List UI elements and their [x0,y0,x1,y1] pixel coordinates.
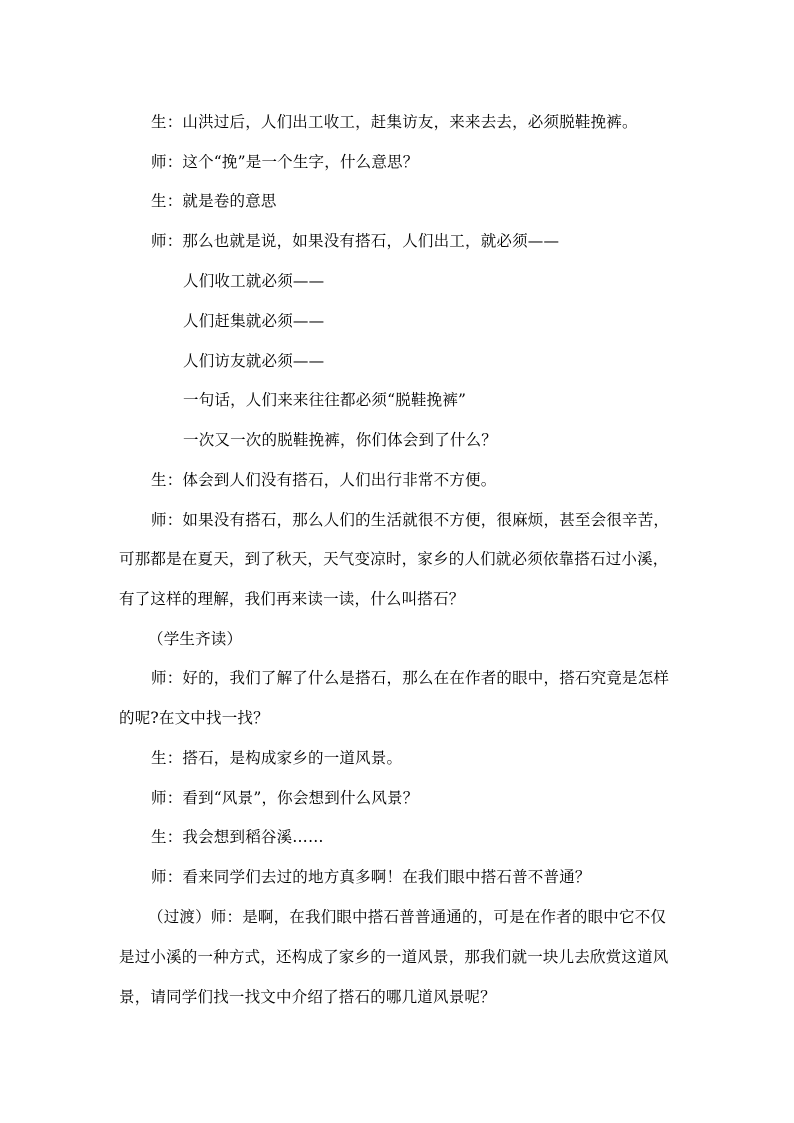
text-line: 可那都是在夏天，到了秋天，天气变凉时，家乡的人们就必须依靠搭石过小溪， [119,550,669,568]
text-line: 人们收工就必须—— [183,272,325,290]
text-line: 师：好的，我们了解了什么是搭石，那么在在作者的眼中，搭石究竟是怎样 [151,669,670,687]
text-line: 师：如果没有搭石，那么人们的生活就很不方便，很麻烦，甚至会很辛苦， [151,511,670,529]
text-line: 人们赶集就必须—— [183,312,325,330]
text-line: 是过小溪的一种方式，还构成了家乡的一道风景，那我们就一块儿去欣赏这道风 [119,948,669,966]
text-line: 生：山洪过后，人们出工收工，赶集访友，来来去去，必须脱鞋挽裤。 [151,113,638,131]
text-line: 生：搭石，是构成家乡的一道风景。 [151,749,403,767]
text-line: （学生齐读） [148,630,243,648]
text-line: 的呢?在文中找一找？ [119,709,269,727]
text-line: 师：那么也就是说，如果没有搭石，人们出工，就必须—— [151,232,560,250]
text-line: 有了这样的理解，我们再来读一读，什么叫搭石？ [119,590,465,608]
text-line: 师：看来同学们去过的地方真多啊！在我们眼中搭石普不普通？ [151,868,591,886]
text-line: 师：看到“风景”，你会想到什么风景？ [151,789,419,807]
text-line: 人们访友就必须—— [183,352,325,370]
text-line: 景，请同学们找一找文中介绍了搭石的哪几道风景呢？ [119,988,496,1006]
text-line: （过渡）师：是啊，在我们眼中搭石普普通通的，可是在作者的眼中它不仅 [148,908,667,926]
text-line: 生：体会到人们没有搭石，人们出行非常不方便。 [151,471,497,489]
text-line: 一次又一次的脱鞋挽裤，你们体会到了什么？ [183,431,498,449]
text-line: 师：这个“挽”是一个生字，什么意思？ [151,153,419,171]
text-line: 生：就是卷的意思 [151,192,277,210]
text-line: 一句话，人们来来往往都必须“脱鞋挽裤” [183,391,467,409]
text-line: 生：我会想到稻谷溪…… [151,828,324,846]
